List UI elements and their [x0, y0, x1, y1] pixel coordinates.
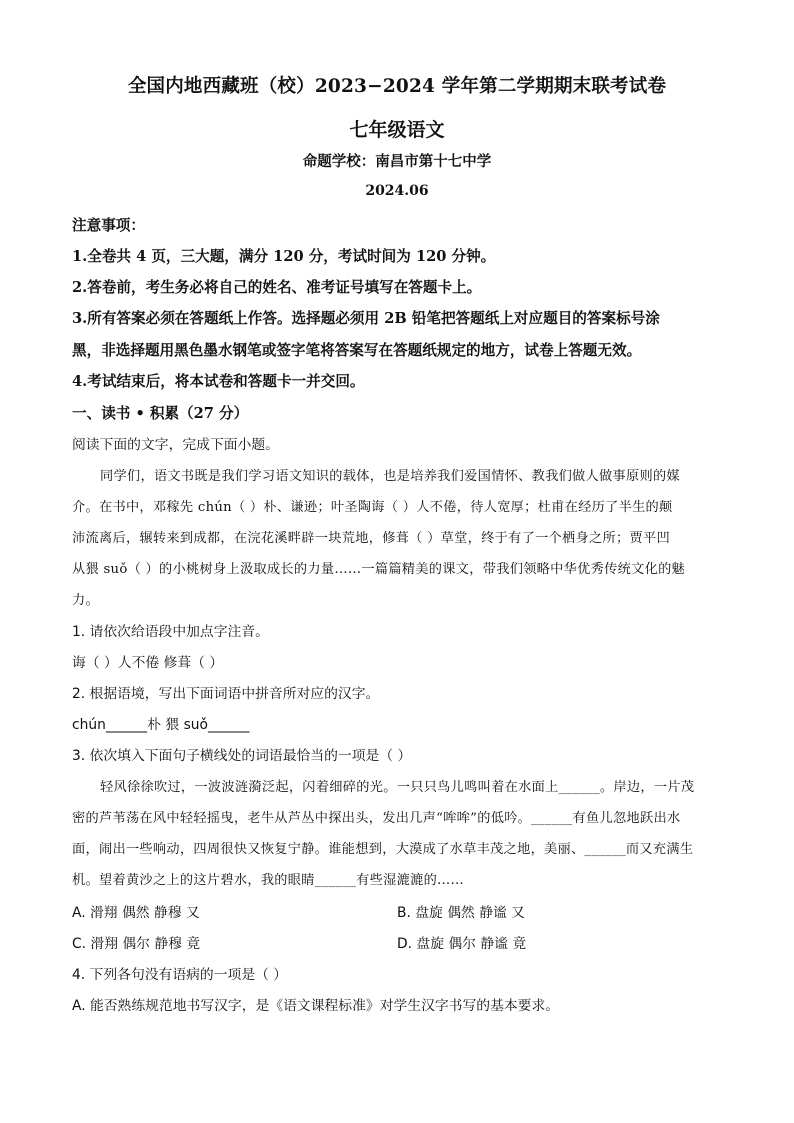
notes-heading: 注意事项：	[72, 217, 145, 234]
notes-line-3a: 3.所有答案必须在答题纸上作答。选择题必须用 2B 铅笔把答题纸上对应题目的答案标号涂	[72, 310, 660, 327]
passage-line: 力。	[72, 593, 99, 608]
question-3-option-d: D. 盘旋 偶尔 静谧 竟	[397, 936, 527, 952]
question-3: 3. 依次填入下面句子横线处的词语最恰当的一项是（ ）	[72, 748, 412, 764]
question-3-option-a: A. 滑翔 偶然 静穆 又	[72, 905, 200, 921]
question-3-passage-line: 机。望着黄沙之上的这片碧水，我的眼睛______有些湿漉漉的……	[72, 873, 465, 888]
question-1-blanks: 诲（ ）人不倦 修葺（ ）	[72, 655, 224, 671]
exam-date: 2024.06	[365, 183, 429, 199]
question-3-option-c: C. 滑翔 偶尔 静穆 竟	[72, 936, 201, 952]
question-3-passage-line: 密的芦苇荡在风中轻轻摇曳，老牛从芦丛中探出头，发出几声“哞哞”的低吟。______有鱼儿忽地跃出水	[72, 811, 681, 826]
question-4-option-a: A. 能否熟练规范地书写汉字，是《语文课程标准》对学生汉字书写的基本要求。	[72, 998, 560, 1014]
exam-subject: 七年级语文	[349, 119, 445, 141]
notes-line-1: 1.全卷共 4 页，三大题，满分 120 分，考试时间为 120 分钟。	[72, 248, 496, 265]
passage-line: 从猥 suǒ（ ）的小桃树身上汲取成长的力量……一篇篇精美的课文，带我们领略中华优秀传统文化的魅	[72, 562, 686, 577]
exam-title: 全国内地西藏班（校）2023−2024 学年第二学期期末联考试卷	[127, 76, 667, 97]
passage-line: 同学们，语文书既是我们学习语文知识的载体，也是培养我们爱国情怀、教我们做人做事原则的媒	[100, 469, 680, 484]
passage-line: 介。在书中，邓稼先 chún（ ）朴、谦逊；叶圣陶诲（ ）人不倦，待人宽厚；杜甫在经历了半生的颠	[72, 500, 673, 515]
question-3-option-b: B. 盘旋 偶然 静谧 又	[397, 905, 525, 921]
section-1-instruction: 阅读下面的文字，完成下面小题。	[72, 437, 279, 453]
section-1-heading: 一、读书 • 积累（27 分）	[72, 405, 249, 422]
notes-line-3b: 黑，非选择题用黑色墨水钢笔或签字笔将答案写在答题纸规定的地方，试卷上答题无效。	[72, 342, 642, 359]
question-3-passage-line: 轻风徐徐吹过，一波波涟漪泛起，闪着细碎的光。一只只鸟儿鸣叫着在水面上______。岸边，一片茂	[100, 780, 695, 795]
question-3-passage-line: 面，闹出一些响动，四周很快又恢复宁静。谁能想到，大漠成了水草丰茂之地，美丽、______而又充满生	[72, 842, 694, 857]
passage-line: 沛流离后，辗转来到成都，在浣花溪畔辟一块荒地，修葺（ ）草堂，终于有了一个栖身之所；贾平凹	[72, 531, 670, 546]
exam-school: 命题学校：南昌市第十七中学	[302, 153, 492, 170]
notes-line-2: 2.答卷前，考生务必将自己的姓名、准考证号填写在答题卡上。	[72, 279, 482, 296]
question-4: 4. 下列各句没有语病的一项是（ ）	[72, 967, 288, 983]
question-2-blanks: chún______朴 猥 suǒ______	[72, 717, 250, 733]
question-2: 2. 根据语境，写出下面词语中拼音所对应的汉字。	[72, 686, 380, 702]
notes-line-4: 4.考试结束后，将本试卷和答题卡一并交回。	[72, 373, 365, 390]
question-1: 1. 请依次给语段中加点字注音。	[72, 624, 269, 640]
